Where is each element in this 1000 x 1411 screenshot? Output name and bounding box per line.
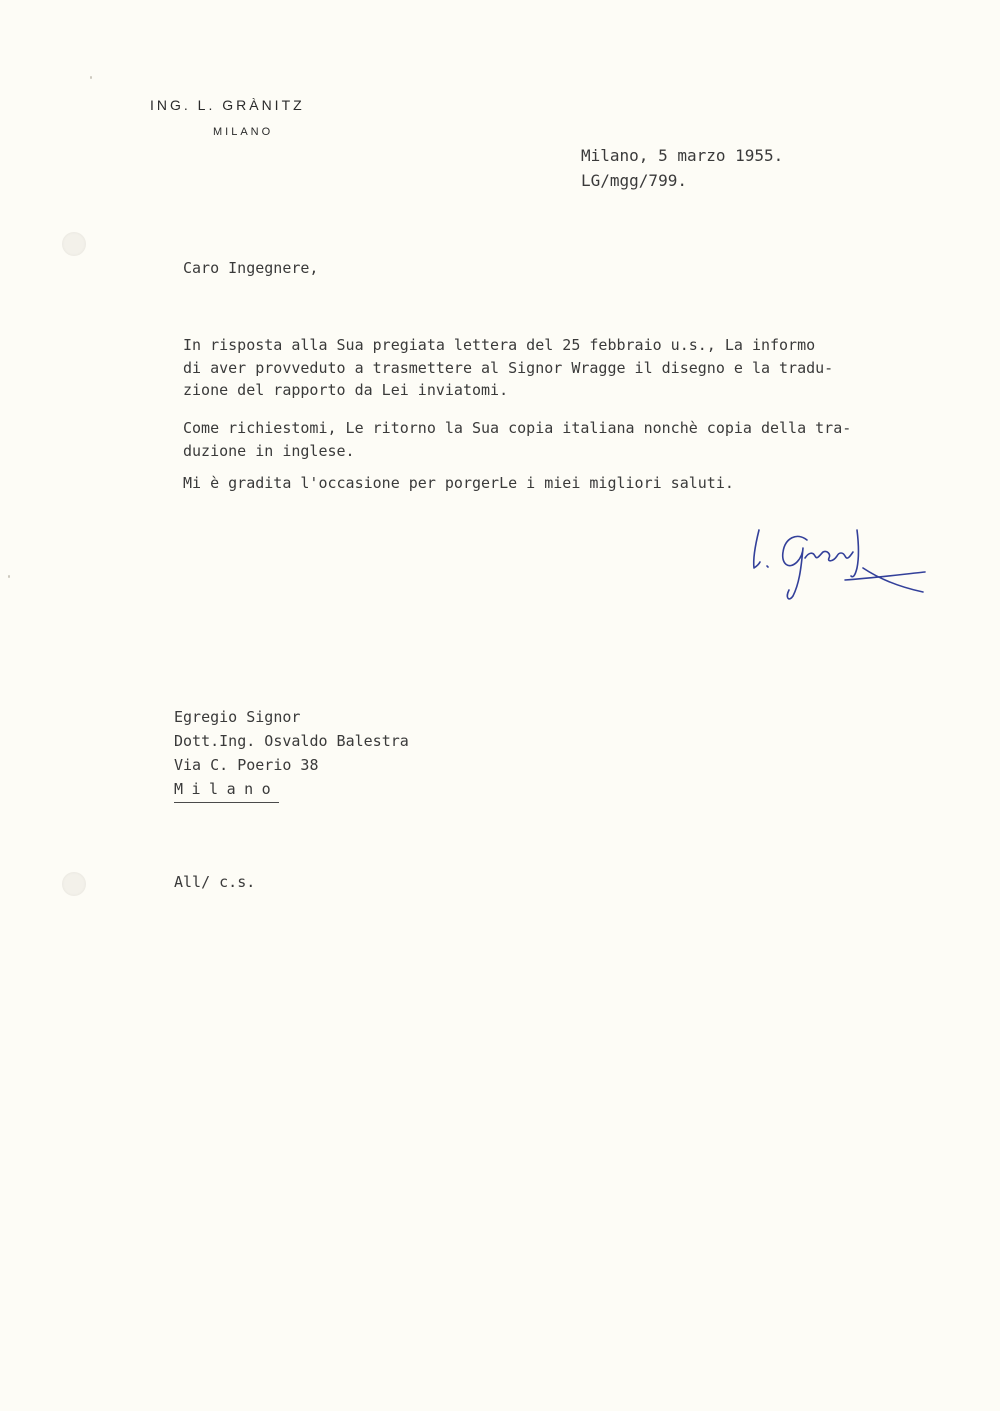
handwritten-signature bbox=[745, 518, 935, 603]
enclosure-note: All/ c.s. bbox=[174, 873, 256, 891]
body-paragraph bbox=[183, 417, 851, 462]
paragraph-line: duzione in inglese. bbox=[183, 441, 355, 460]
address-line: Via C. Poerio 38 bbox=[174, 756, 319, 774]
closing-paragraph bbox=[183, 472, 734, 495]
punch-hole bbox=[62, 232, 86, 256]
address-city: Milano bbox=[174, 777, 279, 803]
reference-number: LG/mgg/799. bbox=[581, 171, 687, 190]
paragraph-line: In risposta alla Sua pregiata lettera del 25 febbraio u.s., La informo bbox=[183, 336, 816, 354]
paragraph-line: zione del rapporto da Lei inviatomi. bbox=[183, 381, 509, 399]
address-line: Dott.Ing. Osvaldo Balestra bbox=[174, 732, 409, 750]
punch-hole bbox=[62, 872, 86, 896]
paragraph-line: Come richiestomi, Le ritorno la Sua copia italiana nonchè copia della tra- bbox=[183, 419, 852, 437]
paragraph-line: di aver provveduto a trasmettere al Signor Wragge il disegno e la tradu- bbox=[183, 358, 834, 377]
paragraph-line: Mi è gradita l'occasione per porgerLe i miei migliori saluti. bbox=[183, 474, 734, 492]
date-line: Milano, 5 marzo 1955. bbox=[581, 146, 784, 165]
letterhead-city: MILANO bbox=[213, 126, 274, 138]
paper-speck bbox=[90, 76, 92, 79]
salutation: Caro Ingegnere, bbox=[183, 259, 319, 277]
address-line: Egregio Signor bbox=[174, 708, 301, 726]
body-paragraph bbox=[183, 334, 833, 402]
recipient-address bbox=[174, 705, 409, 803]
letterhead-name: ING. L. GRÀNITZ bbox=[150, 97, 305, 113]
paper-speck bbox=[8, 575, 10, 578]
